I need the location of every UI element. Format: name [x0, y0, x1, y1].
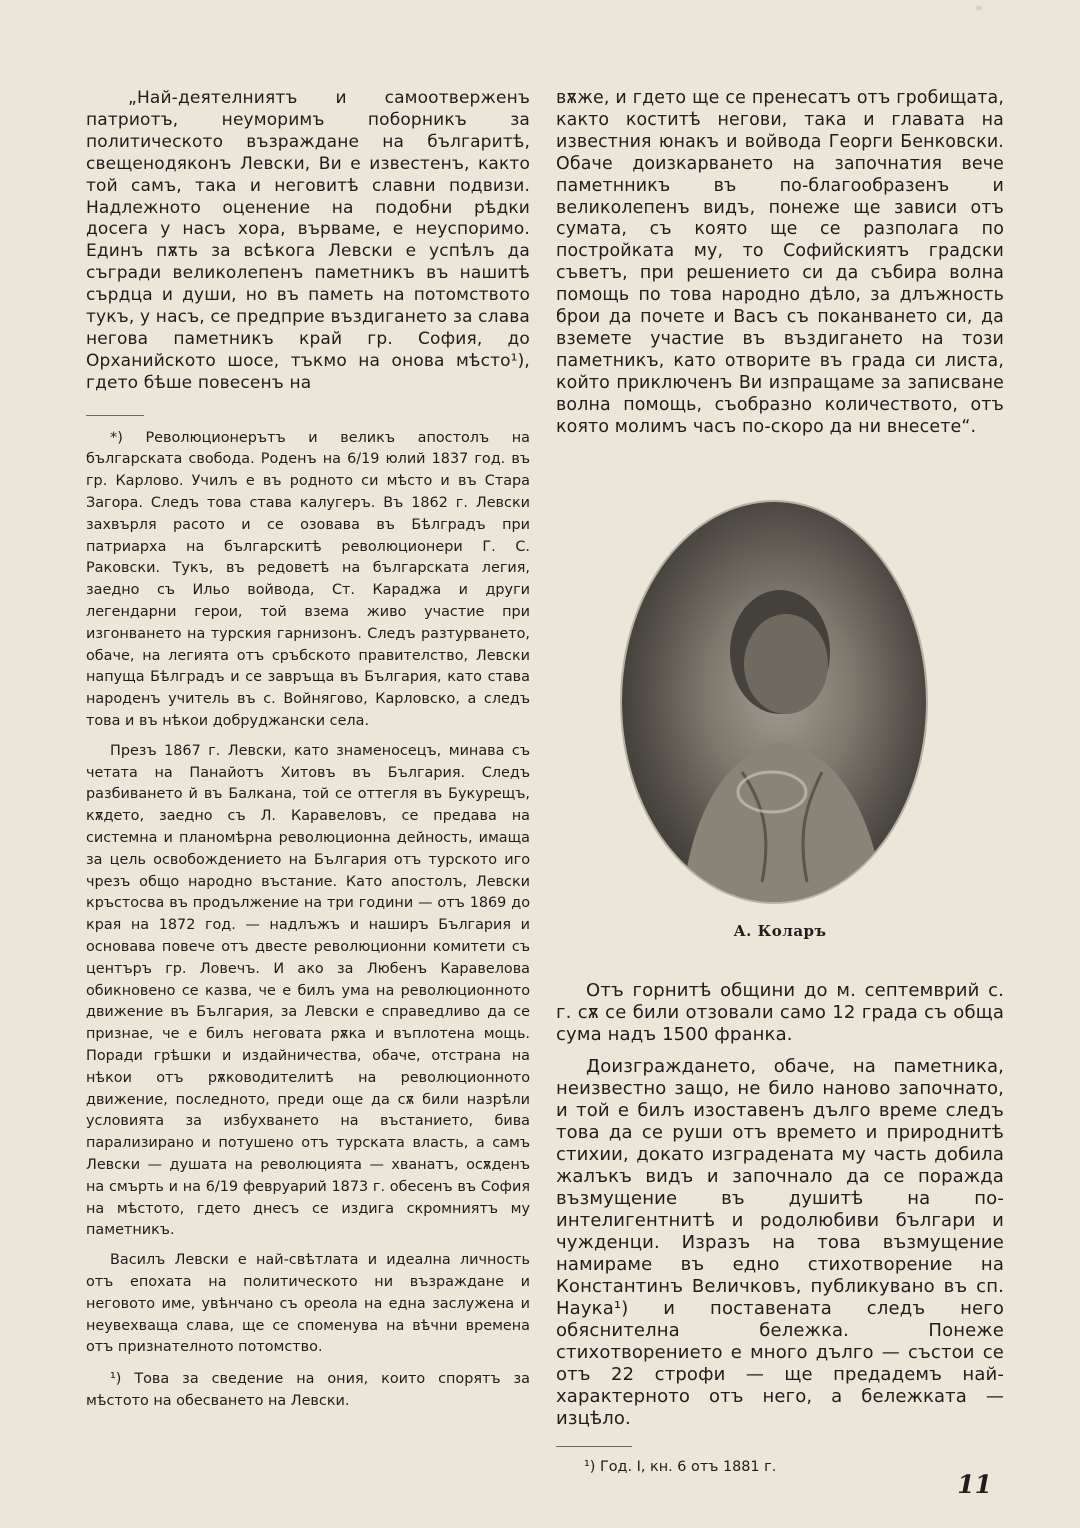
footnote-separator — [86, 415, 144, 416]
footnote-levski-legacy: Василъ Левски е най-свѣтлата и идеална личность отъ епохата на политическото ни възраждане и неговото име, увѣнчано съ ореола на една заслужена и неувехваща слава, ще се споменува на вѣчни времена отъ признателното потомство. — [86, 1252, 530, 1356]
footnote-1-left: ¹) Това за сведение на ония, които спорятъ за мѣстото на обесването на Левски. — [86, 1371, 530, 1409]
page-speck — [976, 6, 982, 10]
footnote-levski-biography: *) Революционерътъ и великъ апостолъ на българската свобода. Роденъ на 6/19 юлий 1837 год. въ гр. Карлово. Училъ е въ родното си мѣсто и въ Стара Загора. Следъ това става калугеръ. Въ 1862 г. Левски захвърля расото и се озовава въ Бѣлградъ при патриарха на българскитѣ революционери Г. С. Раковски. Тукъ, въ редоветѣ на българската легия, заедно съ Ильо войвода, Ст. Караджа и други легендарни герои, той взема живо участие при изгонването на турския гарнизонъ. Следъ разтурването, обаче, на легията отъ сръбското правителство, Левски напуща Бѣлградъ и се завръща въ България, като става народенъ учитель въ с. Войнягово, Карловско, а следъ това и въ нѣкои добруджански села. — [86, 429, 530, 730]
oval-portrait-frame — [622, 502, 926, 902]
body-paragraph-monument: Доизграждането, обаче, на паметника, неизвестно защо, не било наново започнато, и той е билъ изоставенъ дълго време следъ това да се руши отъ времето и природнитѣ стихии, докато изградената му часть добила жалъкъ видъ и започнало да се поражда възмущение въ душитѣ на по-интелигентнитѣ и родолюбиви българи и чужденци. Изразъ на това възмущение намираме въ едно стихотворение на Константинъ Величковъ, публикувано въ сп. Наука¹) и поставената следъ него обяснителна бележка. Понеже стихотворението е много дълго — състои се отъ 22 строфи — ще предадемъ най-характерното отъ него, а бележката — изцѣло. — [556, 1056, 1004, 1429]
footnote-separator-right — [556, 1446, 632, 1447]
body-paragraph-quote: „Най-деятелниятъ и самоотверженъ патриотъ, неуморимъ поборникъ за политическото възраждане на българитѣ, свещенодяконъ Левски, Ви е известенъ, както той самъ, така и неговитѣ славни подвизи. Надлежното оценение на подобни рѣдки досега у насъ хора, вървамe, е неуспоримо. Единъ пѫть за всѣкога Левски е успѣлъ да съгради великолепенъ паметникъ въ нашитѣ сърдца и души, но въ паметь на потомството тукъ, у насъ, се предприе въздигането за слава негова паметникъ край гр. София, до Орханийското шосе, тъкмо на онова мѣсто¹), гдето бѣше повесенъ на — [86, 88, 530, 393]
footnote-1-right: ¹) Год. I, кн. 6 отъ 1881 г. — [584, 1459, 777, 1475]
portrait-caption: А. Коларъ — [733, 922, 827, 940]
portrait-figure-icon — [622, 502, 926, 902]
footnote-levski-revolution: Презъ 1867 г. Левски, като знаменосецъ, минава съ четата на Панайотъ Хитовъ въ България. Следъ разбиването й въ Балкана, той се оттегля въ Букурещъ, кѫдето, заедно съ Л. Каравеловъ, се предава на системна и планомѣрна революционна дейность, имаща за цель освобождението на България отъ турското иго чрезъ общо народно въстание. Като апостолъ, Левски кръстосва въ продължение на три години — отъ 1869 до края на 1872 год. — надлъжъ и наширъ България и основава повече отъ двесте революционни комитети съ центъръ гр. Ловечъ. И ако за Любенъ Каравелова обикновено се казва, че е билъ ума на революционното движение въ България, за Левски е справедливо да се признае, че е билъ неговата рѫка и въплотена мощь. Поради грѣшки и издайничества, обаче, отстрана на нѣкои отъ рѫководителитѣ на революционното движение, последното, преди още да сѫ били назрѣли условията за избухването на въстанието, бива парализирано и потушено отъ турската власть, а самъ Левски — душата на революцията — хванатъ, осѫденъ на смърть и на 6/19 февруарий 1873 г. обесенъ въ София на мѣстото, гдето днесъ се издига скромниятъ му паметникъ. — [86, 742, 530, 1239]
right-column-bottom — [556, 980, 1004, 1477]
page-number: 11 — [957, 1470, 992, 1499]
left-column — [86, 88, 530, 1413]
body-paragraph-continuation: вѫже, и гдето ще се пренесатъ отъ гробищата, както коститѣ негови, така и главата на известния юнакъ и войвода Георги Бенковски. Обаче доизкарването на започнатия вече паметнникъ въ по-благообразенъ и великолепенъ видъ, понеже ще зависи отъ сумата, съ която ще се разполага по постройката му, то Софийскиятъ градски съветъ, при решението си да събира волна помощь по това народно дѣло, за длъжность брои да почете и Васъ съ поканването си, да вземете участие въ въздигането на този паметникъ, като отворите въ града си листа, който приключенъ Ви изпращаме за записване волна помощь, съобразно количеството, отъ която молимъ часъ по-скоро да ни внесете“. — [556, 88, 1004, 437]
body-paragraph-cities: Отъ горнитѣ общини до м. септемврий с. г. сѫ се били отзовали само 12 града съ обща сума надъ 1500 франка. — [556, 980, 1004, 1045]
portrait-photo — [622, 502, 926, 902]
right-column-top — [556, 88, 1004, 439]
